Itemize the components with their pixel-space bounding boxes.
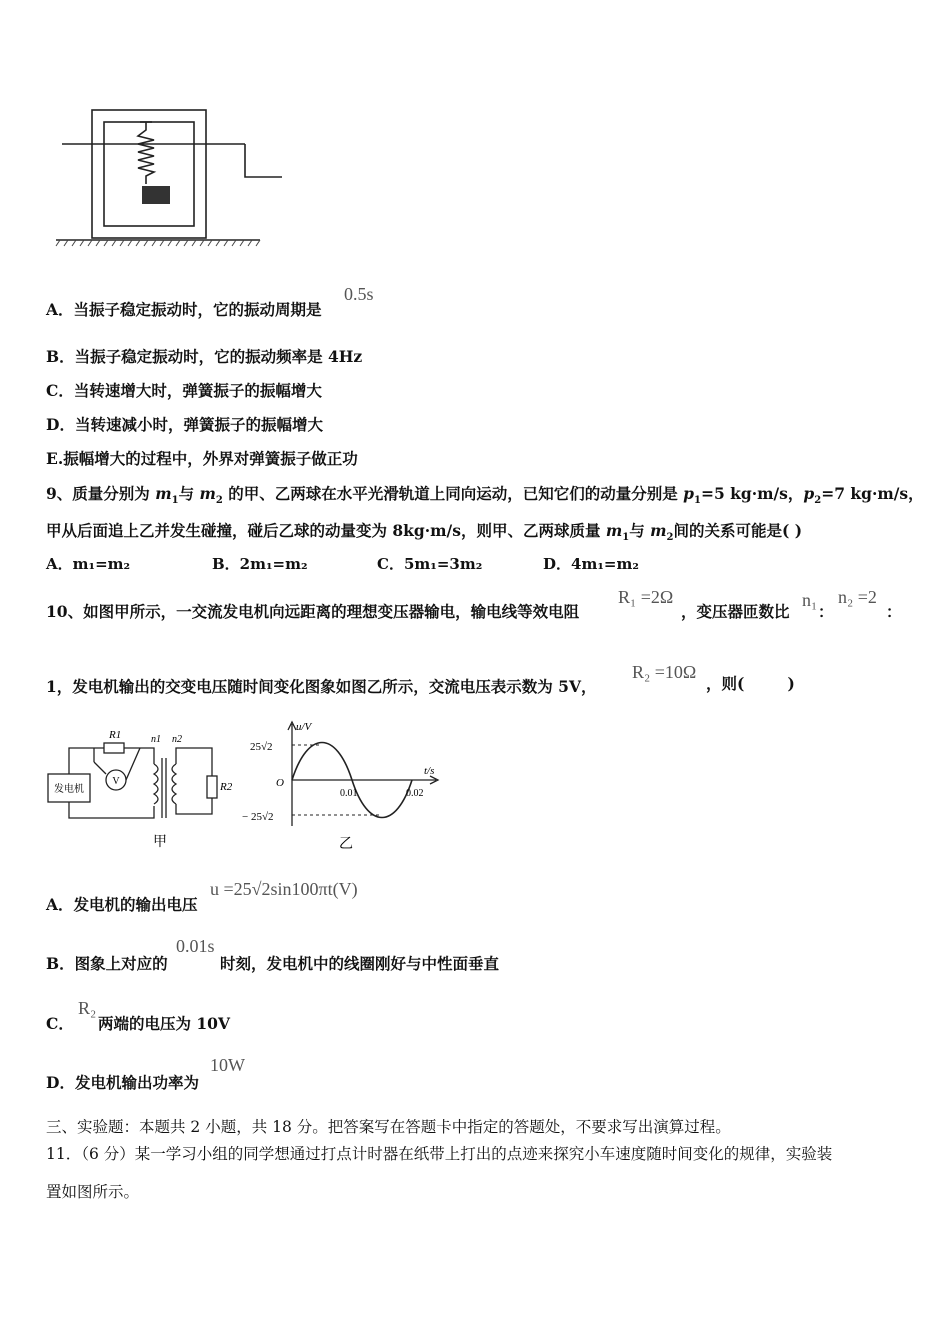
q10-line2-end: ，则( )	[706, 674, 795, 693]
jia-caption: 甲	[153, 834, 167, 850]
q10-option-b-math: 0.01s	[176, 936, 215, 956]
q10-n1-math: n₁	[802, 590, 818, 610]
q10-option-b: B．图象上对应的	[46, 954, 168, 973]
q10-line1	[46, 600, 579, 622]
q10-option-a-math: u =25√2sin100πt(V)	[210, 879, 358, 899]
q10-ratio-text: ，变压器匝数比	[681, 602, 790, 621]
q8-option-d: D．当转速减小时，弹簧振子的振幅增大	[46, 415, 323, 434]
q9-line2-end: 间的关系可能是( )	[673, 521, 803, 540]
q10-option-c-suffix: 两端的电压为 10V	[98, 1014, 230, 1033]
q9-line1-a: 9、质量分别为	[46, 484, 156, 503]
q9-line1-b: 的甲、乙两球在水平光滑轨道上同向运动，已知它们的动量分别是	[222, 484, 684, 503]
voltmeter-label: V	[112, 776, 120, 787]
voltage-graph-yi	[240, 716, 450, 856]
q9-line1-c: =5 kg·m/s，	[700, 484, 804, 503]
circuit-figure-jia	[44, 722, 244, 852]
q8-option-b: B．当振子稳定振动时，它的振动频率是 4Hz	[46, 347, 363, 366]
q11-line2: 置如图所示。	[46, 1183, 140, 1201]
q9-line1-d: =7 kg·m/s，	[821, 484, 924, 503]
q10-option-b-suffix: 时刻，发电机中的线圈刚好与中性面垂直	[220, 954, 500, 973]
yi-caption: 乙	[339, 836, 353, 852]
q10-option-c-math: R₂	[78, 998, 97, 1018]
y-axis-label: u/V	[296, 721, 312, 733]
q11-line1: 11．（6 分）某一学习小组的同学想通过打点计时器在纸带上打出的点迹来探究小车速度随时间变化的规律，实验装	[46, 1145, 833, 1163]
q9-option-a: A．m₁=m₂	[46, 555, 131, 573]
q9-option-d: D．4m₁=m₂	[543, 555, 639, 573]
q10-line1-text: 10、如图甲所示，一交流发电机向远距离的理想变压器输电，输电线等效电阻	[46, 602, 580, 621]
origin-label: O	[276, 777, 284, 789]
q10-r1-math: R₁ =2Ω	[618, 587, 674, 607]
q10-option-a: A．发电机的输出电压	[46, 895, 198, 914]
q9-option-b: B．2m₁=m₂	[212, 555, 308, 573]
q9-line1: 9、质量分别为 $m_1$与 $m_2$ 的甲、乙两球在水平光滑轨道上同向运动，已知它们的动量分别是 $p_1=5$ kg·m/s，$p_2=7$ kg·m/s，	[46, 484, 924, 507]
q9-option-c: C．5m₁=3m₂	[377, 555, 483, 573]
q10-line1-end: ：	[886, 602, 902, 621]
section3-title: 三、实验题：本题共 2 小题，共 18 分。把答案写在答题卡中指定的答题处，不要求写出演算过程。	[46, 1118, 731, 1136]
spring-oscillator-figure	[50, 100, 290, 250]
x-axis-label: t/s	[424, 765, 435, 777]
q8-option-a-math: 0.5s	[344, 284, 374, 304]
q8-option-a	[46, 298, 322, 320]
n1-label: n1	[151, 734, 161, 745]
q10-option-c: C．	[46, 1014, 74, 1033]
q8-option-a-text: A．当振子稳定振动时，它的振动周期是	[46, 300, 322, 319]
q8-option-c: C．当转速增大时，弹簧振子的振幅增大	[46, 381, 322, 400]
q10-line2: 1，发电机输出的交变电压随时间变化图象如图乙所示，交流电压表示数为 5V，	[46, 677, 597, 696]
r1-label: R1	[109, 729, 122, 741]
q10-colon: ：	[818, 602, 834, 621]
q9-line2: 甲从后面追上乙并发生碰撞，碰后乙球的动量变为 8kg·m/s，则甲、乙两球质量 $m_1$与 $m_2$间的关系可能是( )	[46, 521, 803, 544]
peak-negative-label: − 25√2	[242, 811, 274, 823]
peak-positive-label: 25√2	[250, 741, 273, 753]
tick-0-02: 0.02	[406, 788, 424, 799]
q10-r2-math: R₂ =10Ω	[632, 662, 697, 682]
q10-option-d: D．发电机输出功率为	[46, 1073, 199, 1092]
generator-label: 发电机	[54, 784, 84, 795]
q10-n2-math: n₂ =2	[838, 587, 877, 607]
q10-option-d-math: 10W	[210, 1055, 245, 1075]
q9-line2-text: 甲从后面追上乙并发生碰撞，碰后乙球的动量变为 8kg·m/s，则甲、乙两球质量	[46, 521, 601, 540]
q8-option-e: E.振幅增大的过程中，外界对弹簧振子做正功	[46, 449, 358, 468]
tick-0-01: 0.01	[340, 788, 358, 799]
n2-label: n2	[172, 734, 182, 745]
r2-label: R2	[220, 781, 233, 793]
